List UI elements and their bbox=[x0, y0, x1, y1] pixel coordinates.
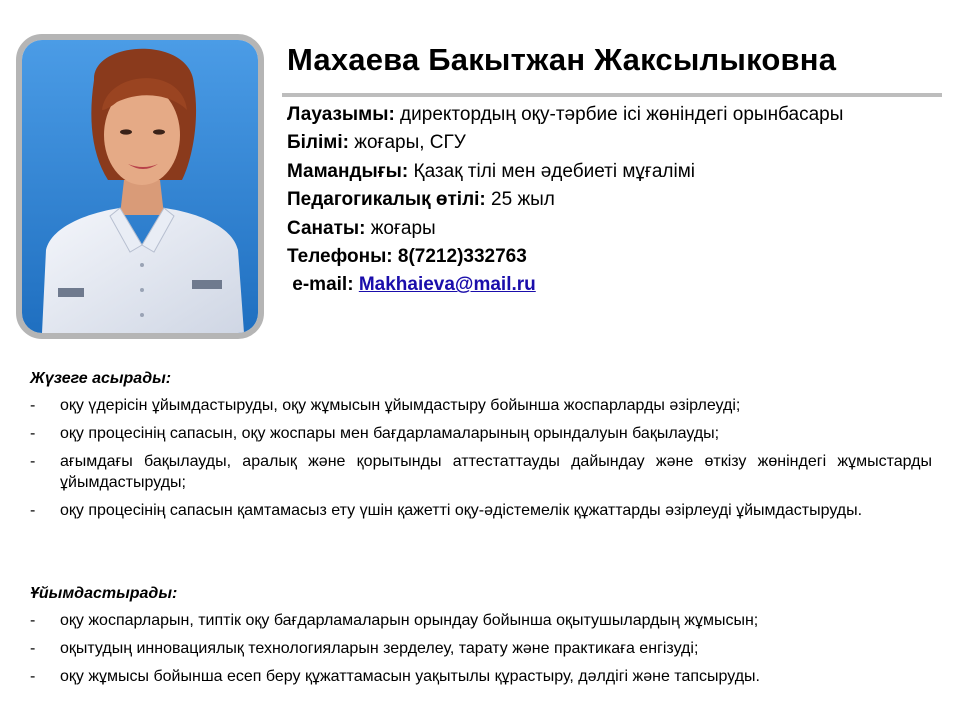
bullet-dash: - bbox=[30, 640, 36, 657]
education-row bbox=[287, 129, 847, 157]
list-item bbox=[30, 395, 932, 416]
experience-value: 25 жыл bbox=[491, 189, 555, 211]
specialty-label: Мамандығы: bbox=[287, 160, 409, 182]
phone-row bbox=[287, 243, 847, 271]
list-item bbox=[30, 666, 932, 687]
implements-heading: Жүзеге асырады: bbox=[30, 370, 172, 387]
list-item bbox=[30, 610, 932, 631]
position-row bbox=[287, 101, 847, 129]
experience-label: Педагогикалық өтілі: bbox=[287, 189, 486, 211]
person-name: Махаева Бакытжан Жаксылыковна bbox=[287, 42, 837, 77]
implements-section bbox=[30, 368, 932, 528]
email-label: e-mail: bbox=[292, 274, 354, 296]
list-item-text: оқытудың инновациялық технологияларын зерделеу, тарату және практикаға енгізуді; bbox=[60, 640, 699, 657]
title-divider bbox=[282, 93, 942, 97]
specialty-row bbox=[287, 158, 847, 186]
profile-photo bbox=[16, 34, 264, 339]
implements-list bbox=[30, 395, 932, 521]
education-label: Білімі: bbox=[287, 132, 349, 154]
list-item bbox=[30, 638, 932, 659]
list-item-text: оқу үдерісін ұйымдастыруды, оқу жұмысын ұйымдастыру бойынша жоспарларды әзірлеуді; bbox=[60, 397, 741, 414]
email-link[interactable]: Makhaieva@mail.ru bbox=[358, 274, 536, 296]
email-row bbox=[287, 271, 847, 299]
list-item-text: оқу жоспарларын, типтік оқу бағдарламаларын орындау бойынша оқытушылардың жұмысын; bbox=[60, 612, 759, 629]
category-label: Санаты: bbox=[287, 217, 366, 239]
bullet-dash: - bbox=[30, 668, 36, 685]
specialty-value: Қазақ тілі мен әдебиеті мұғалімі bbox=[413, 160, 696, 182]
phone-value: 8(7212)332763 bbox=[397, 246, 527, 268]
profile-info bbox=[287, 101, 847, 300]
list-item-text: оқу процесінің сапасын, оқу жоспары мен бағдарламаларының орындалуын бақылауды; bbox=[60, 425, 720, 442]
experience-row bbox=[287, 186, 847, 214]
position-value: директордың оқу-тәрбие ісі жөніндегі орынбасары bbox=[400, 104, 844, 125]
phone-label: Телефоны: bbox=[287, 246, 393, 268]
list-item-text: оқу процесінің сапасын қамтамасыз ету үшін қажетті оқу-әдістемелік құжаттарды әзірлеуді ұйымдастыруды. bbox=[60, 502, 863, 519]
list-item bbox=[30, 500, 932, 521]
organizes-heading: Ұйымдастырады: bbox=[30, 585, 178, 602]
bullet-dash: - bbox=[30, 397, 36, 414]
bullet-dash: - bbox=[30, 502, 36, 519]
category-row bbox=[287, 215, 847, 243]
bullet-dash: - bbox=[30, 612, 36, 629]
category-value: жоғары bbox=[370, 217, 436, 239]
portrait-image bbox=[22, 40, 258, 333]
position-label: Лауазымы: bbox=[287, 104, 395, 125]
list-item-text: оқу жұмысы бойынша есеп беру құжаттамасын уақытылы құрастыру, дәлдігі және тапсыруды. bbox=[60, 668, 760, 685]
list-item-text: ағымдағы бақылауды, аралық және қорытынды аттестаттауды дайындау және өткізу жөніндегі жұмыстарды ұйымдастыруды; bbox=[60, 453, 932, 491]
organizes-list bbox=[30, 610, 932, 687]
list-item bbox=[30, 423, 932, 444]
bullet-dash: - bbox=[30, 453, 36, 470]
list-item bbox=[30, 451, 932, 493]
organizes-section bbox=[30, 583, 932, 694]
bullet-dash: - bbox=[30, 425, 36, 442]
education-value: жоғары, СГУ bbox=[354, 132, 466, 154]
